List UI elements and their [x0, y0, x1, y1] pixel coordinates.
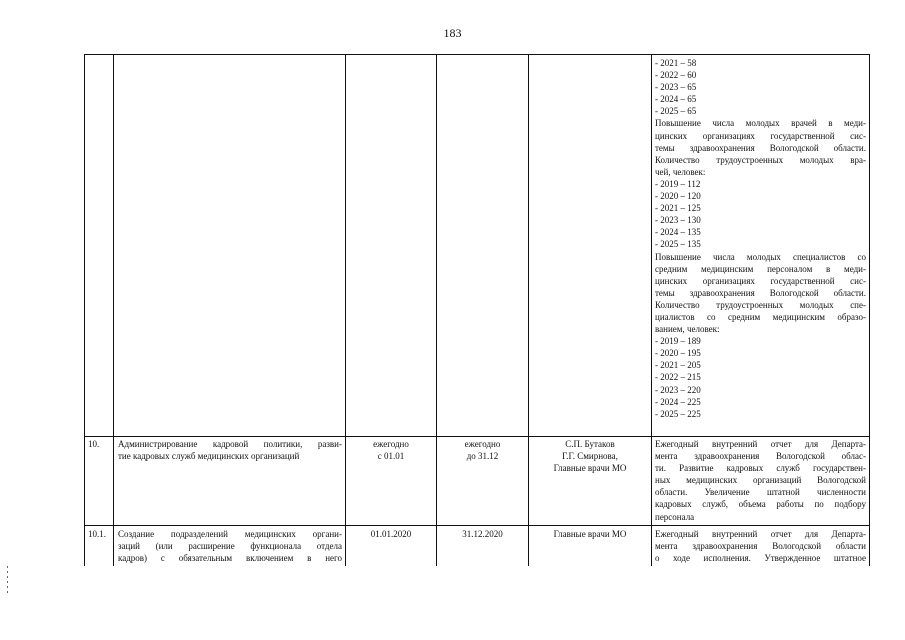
- indicator-line: - 2024 – 135: [655, 227, 701, 238]
- indicator-line: Повышение числа молодых специалистов со: [655, 251, 866, 262]
- indicator-line: - 2024 – 225: [655, 396, 701, 407]
- indicator-line: - 2021 – 205: [655, 360, 701, 371]
- page-number: 183: [443, 26, 462, 40]
- indicator-line: - 2021 – 125: [655, 203, 701, 214]
- indicator-line: - 2023 – 130: [655, 215, 701, 226]
- indicator-line: темы здравоохранения Вологодской области.: [655, 142, 866, 153]
- indicator-line: - 2025 – 65: [655, 106, 697, 117]
- indicator-line: - 2019 – 189: [655, 336, 701, 347]
- row-10-1-name: Создание подразделений медицинских органи- заций (или расширение функционала отдела кадров) с обязательным включением в него: [118, 529, 342, 564]
- indicator-line: ванием, человек:: [655, 324, 720, 335]
- indicator-line: - 2020 – 120: [655, 191, 701, 202]
- indicator-line: - 2022 – 215: [655, 372, 701, 383]
- row-10-responsible: С.П. Бутаков Г.Г. Смирнова, Главные врачи МО: [553, 439, 627, 474]
- row-10-result: Ежегодный внутренний отчет для Департа- мента здравоохранения Вологодской облас- ти. Развитие кадровых служб государствен- ных медицинских организаций Вологодской области. Увеличение штатной численности кадровых служб, объема работы по подбору персонала: [655, 439, 866, 522]
- indicator-line: чей, человек:: [655, 166, 706, 177]
- indicator-line: темы здравоохранения Вологодской области.: [655, 287, 866, 298]
- indicator-line: - 2019 – 112: [655, 178, 701, 189]
- indicator-line: Количество трудоустроенных молодых вра-: [655, 154, 866, 165]
- row-10-start: ежегодно с 01.01: [373, 439, 409, 462]
- row-10-name-line: тие кадровых служб медицинских организаций: [118, 451, 300, 462]
- row-10-number: 10.: [88, 439, 100, 449]
- row-10-name: [118, 438, 342, 462]
- indicator-line: - 2024 – 65: [655, 94, 697, 105]
- row-10-1-responsible: Главные врачи МО: [553, 529, 627, 539]
- indicator-line: циалистов со средним медицинским образо-: [655, 311, 866, 322]
- indicator-line: - 2021 – 58: [655, 58, 697, 68]
- indicator-line: Повышение числа молодых врачей в меди-: [655, 118, 866, 129]
- indicator-line: цинских организациях государственной сис-: [655, 275, 866, 286]
- row-10-1-start: 01.01.2020: [370, 529, 412, 539]
- indicator-line: - 2025 – 135: [655, 239, 701, 250]
- row-10-1-result: Ежегодный внутренний отчет для Департа- мента здравоохранения Вологодской области о ходе исполнения. Утвержденное штатное: [655, 529, 866, 564]
- indicator-line: - 2023 – 220: [655, 384, 701, 395]
- indicator-line: - 2020 – 195: [655, 348, 701, 359]
- indicator-line: цинских организациях государственной сис-: [655, 130, 866, 141]
- indicator-line: - 2022 – 60: [655, 70, 697, 81]
- indicator-line: средним медицинским персоналом в меди-: [655, 263, 866, 274]
- row-10-1-number: 10.1.: [88, 529, 106, 539]
- indicator-line: Количество трудоустроенных молодых спе-: [655, 299, 866, 310]
- row-10-name-line: Администрирование кадровой политики, разви-: [118, 439, 342, 449]
- indicator-line: - 2023 – 65: [655, 82, 697, 93]
- margin-mark: [7, 566, 9, 596]
- indicator-line: - 2025 – 225: [655, 408, 701, 419]
- continued-indicators-cell: [655, 57, 866, 420]
- row-10-1-end: 31.12.2020: [462, 529, 503, 539]
- row-10-end: ежегодно до 31.12: [464, 439, 501, 462]
